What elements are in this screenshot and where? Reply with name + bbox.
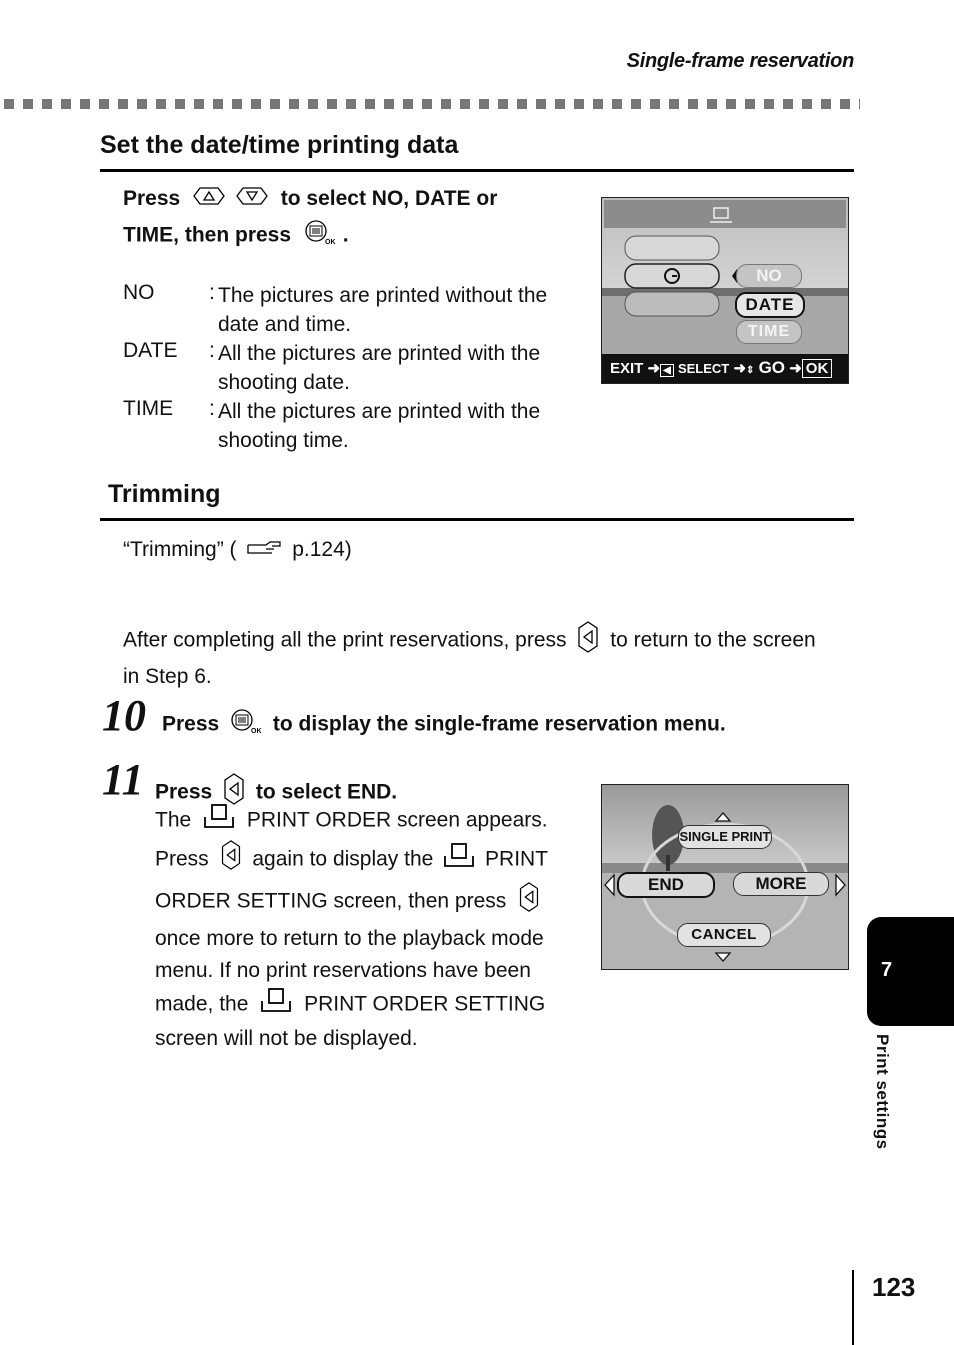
- trimming-reference: [123, 535, 352, 565]
- instruction-text: TIME, then press: [123, 223, 292, 247]
- colon: :: [209, 339, 215, 362]
- svg-text:OK: OK: [251, 728, 262, 734]
- step-text: to display the single-frame reservation menu.: [272, 712, 726, 736]
- option-label: DATE: [123, 339, 178, 362]
- print-icon: [443, 842, 475, 878]
- body-text: The: [155, 808, 192, 832]
- body-text: PRINT ORDER SETTING: [304, 992, 546, 1016]
- body-line: once more to return to the playback mode: [155, 927, 544, 950]
- left-arrow-icon: ◀: [660, 364, 674, 377]
- ok-label: OK: [802, 359, 833, 378]
- left-button-icon: [518, 881, 540, 923]
- ok-button-icon: [303, 219, 337, 253]
- chapter-label: Print settings: [873, 1034, 892, 1150]
- menu-option-date[interactable]: DATE: [735, 292, 805, 318]
- body-line: screen will not be displayed.: [155, 1027, 418, 1050]
- step-text: Press: [162, 712, 220, 736]
- running-header: Single-frame reservation: [626, 50, 854, 72]
- step-text: to select END.: [255, 780, 398, 804]
- menu-single-print[interactable]: SINGLE PRINT: [678, 825, 772, 849]
- page-number-rule: [852, 1270, 854, 1345]
- desc-line: date and time.: [218, 313, 352, 336]
- desc-line: The pictures are printed without the: [218, 284, 548, 307]
- chapter-number: 7: [881, 959, 893, 981]
- svg-text:OK: OK: [324, 239, 336, 245]
- body-text: again to display the: [252, 847, 434, 871]
- left-button-icon: [577, 620, 599, 662]
- option-description: [218, 397, 578, 455]
- arrow-right-icon: ➜: [789, 360, 802, 377]
- pointing-hand-icon: [246, 536, 282, 565]
- up-button-icon: [192, 185, 226, 214]
- page-number: 123: [872, 1272, 916, 1302]
- ref-text: p.124): [292, 538, 352, 561]
- section-title-date: Set the date/time printing data: [100, 131, 459, 159]
- updown-arrow-icon: ⇕: [746, 365, 755, 376]
- after-line-1: [123, 620, 858, 662]
- body-text: PRINT ORDER screen appears.: [246, 808, 548, 832]
- ref-text: “Trimming” (: [123, 538, 237, 561]
- option-label: NO: [123, 281, 155, 304]
- after-text: to return to the screen: [610, 628, 816, 652]
- body-text: ORDER SETTING screen, then press: [155, 889, 507, 913]
- instruction-text: .: [342, 223, 349, 247]
- after-paragraph: [123, 620, 858, 691]
- body-line: [155, 839, 585, 881]
- dotted-divider: [4, 99, 860, 109]
- down-button-icon: [235, 185, 269, 214]
- instruction-line-2: [123, 219, 349, 253]
- left-button-icon: [220, 839, 242, 881]
- menu-end[interactable]: END: [617, 872, 715, 898]
- option-description: [218, 281, 578, 339]
- section-rule: [100, 169, 854, 172]
- go-label: GO: [758, 358, 786, 377]
- instruction-line-1: [123, 184, 497, 214]
- select-label: SELECT: [677, 361, 730, 376]
- body-text: PRINT: [485, 847, 549, 871]
- desc-line: shooting time.: [218, 429, 349, 452]
- step-text: Press: [155, 780, 213, 804]
- desc-line: shooting date.: [218, 371, 350, 394]
- after-line-2: in Step 6.: [123, 665, 212, 688]
- menu-cancel[interactable]: CANCEL: [677, 923, 771, 947]
- option-description: [218, 339, 578, 397]
- camera-screen-date-menu: [601, 197, 849, 384]
- colon: :: [209, 281, 215, 304]
- section-title-trimming: Trimming: [108, 480, 221, 508]
- section-rule: [100, 518, 854, 521]
- desc-line: All the pictures are printed with the: [218, 400, 541, 423]
- body-line: [155, 803, 585, 839]
- menu-more[interactable]: MORE: [733, 872, 829, 896]
- body-text: Press: [155, 847, 209, 871]
- option-label: TIME: [123, 397, 174, 420]
- exit-label: EXIT: [610, 360, 644, 377]
- step-number-10: 10: [102, 691, 146, 740]
- desc-line: All the pictures are printed with the: [218, 342, 541, 365]
- arrow-right-icon: ➜: [733, 360, 747, 377]
- print-icon: [260, 987, 292, 1023]
- camera-screen-reservation-menu: [601, 784, 849, 970]
- body-line: menu. If no print reservations have been: [155, 959, 531, 982]
- arrow-right-icon: ➜: [647, 360, 661, 377]
- body-line: [155, 987, 585, 1023]
- screen-footer-bar: [610, 356, 846, 380]
- step-11-body: [155, 803, 585, 1055]
- after-text: After completing all the print reservations, press: [123, 628, 567, 652]
- instruction-text: Press: [123, 187, 181, 210]
- menu-option-time[interactable]: TIME: [736, 320, 802, 344]
- step-number-11: 11: [102, 755, 144, 804]
- step-10-text: [162, 708, 726, 742]
- chapter-tab: [867, 917, 954, 1026]
- print-icon: [203, 803, 235, 839]
- ok-button-icon: [229, 708, 263, 742]
- instruction-text: to select NO, DATE or: [280, 187, 498, 210]
- colon: :: [209, 397, 215, 420]
- body-line: [155, 881, 585, 923]
- body-text: made, the: [155, 992, 249, 1016]
- menu-option-no[interactable]: NO: [736, 264, 802, 288]
